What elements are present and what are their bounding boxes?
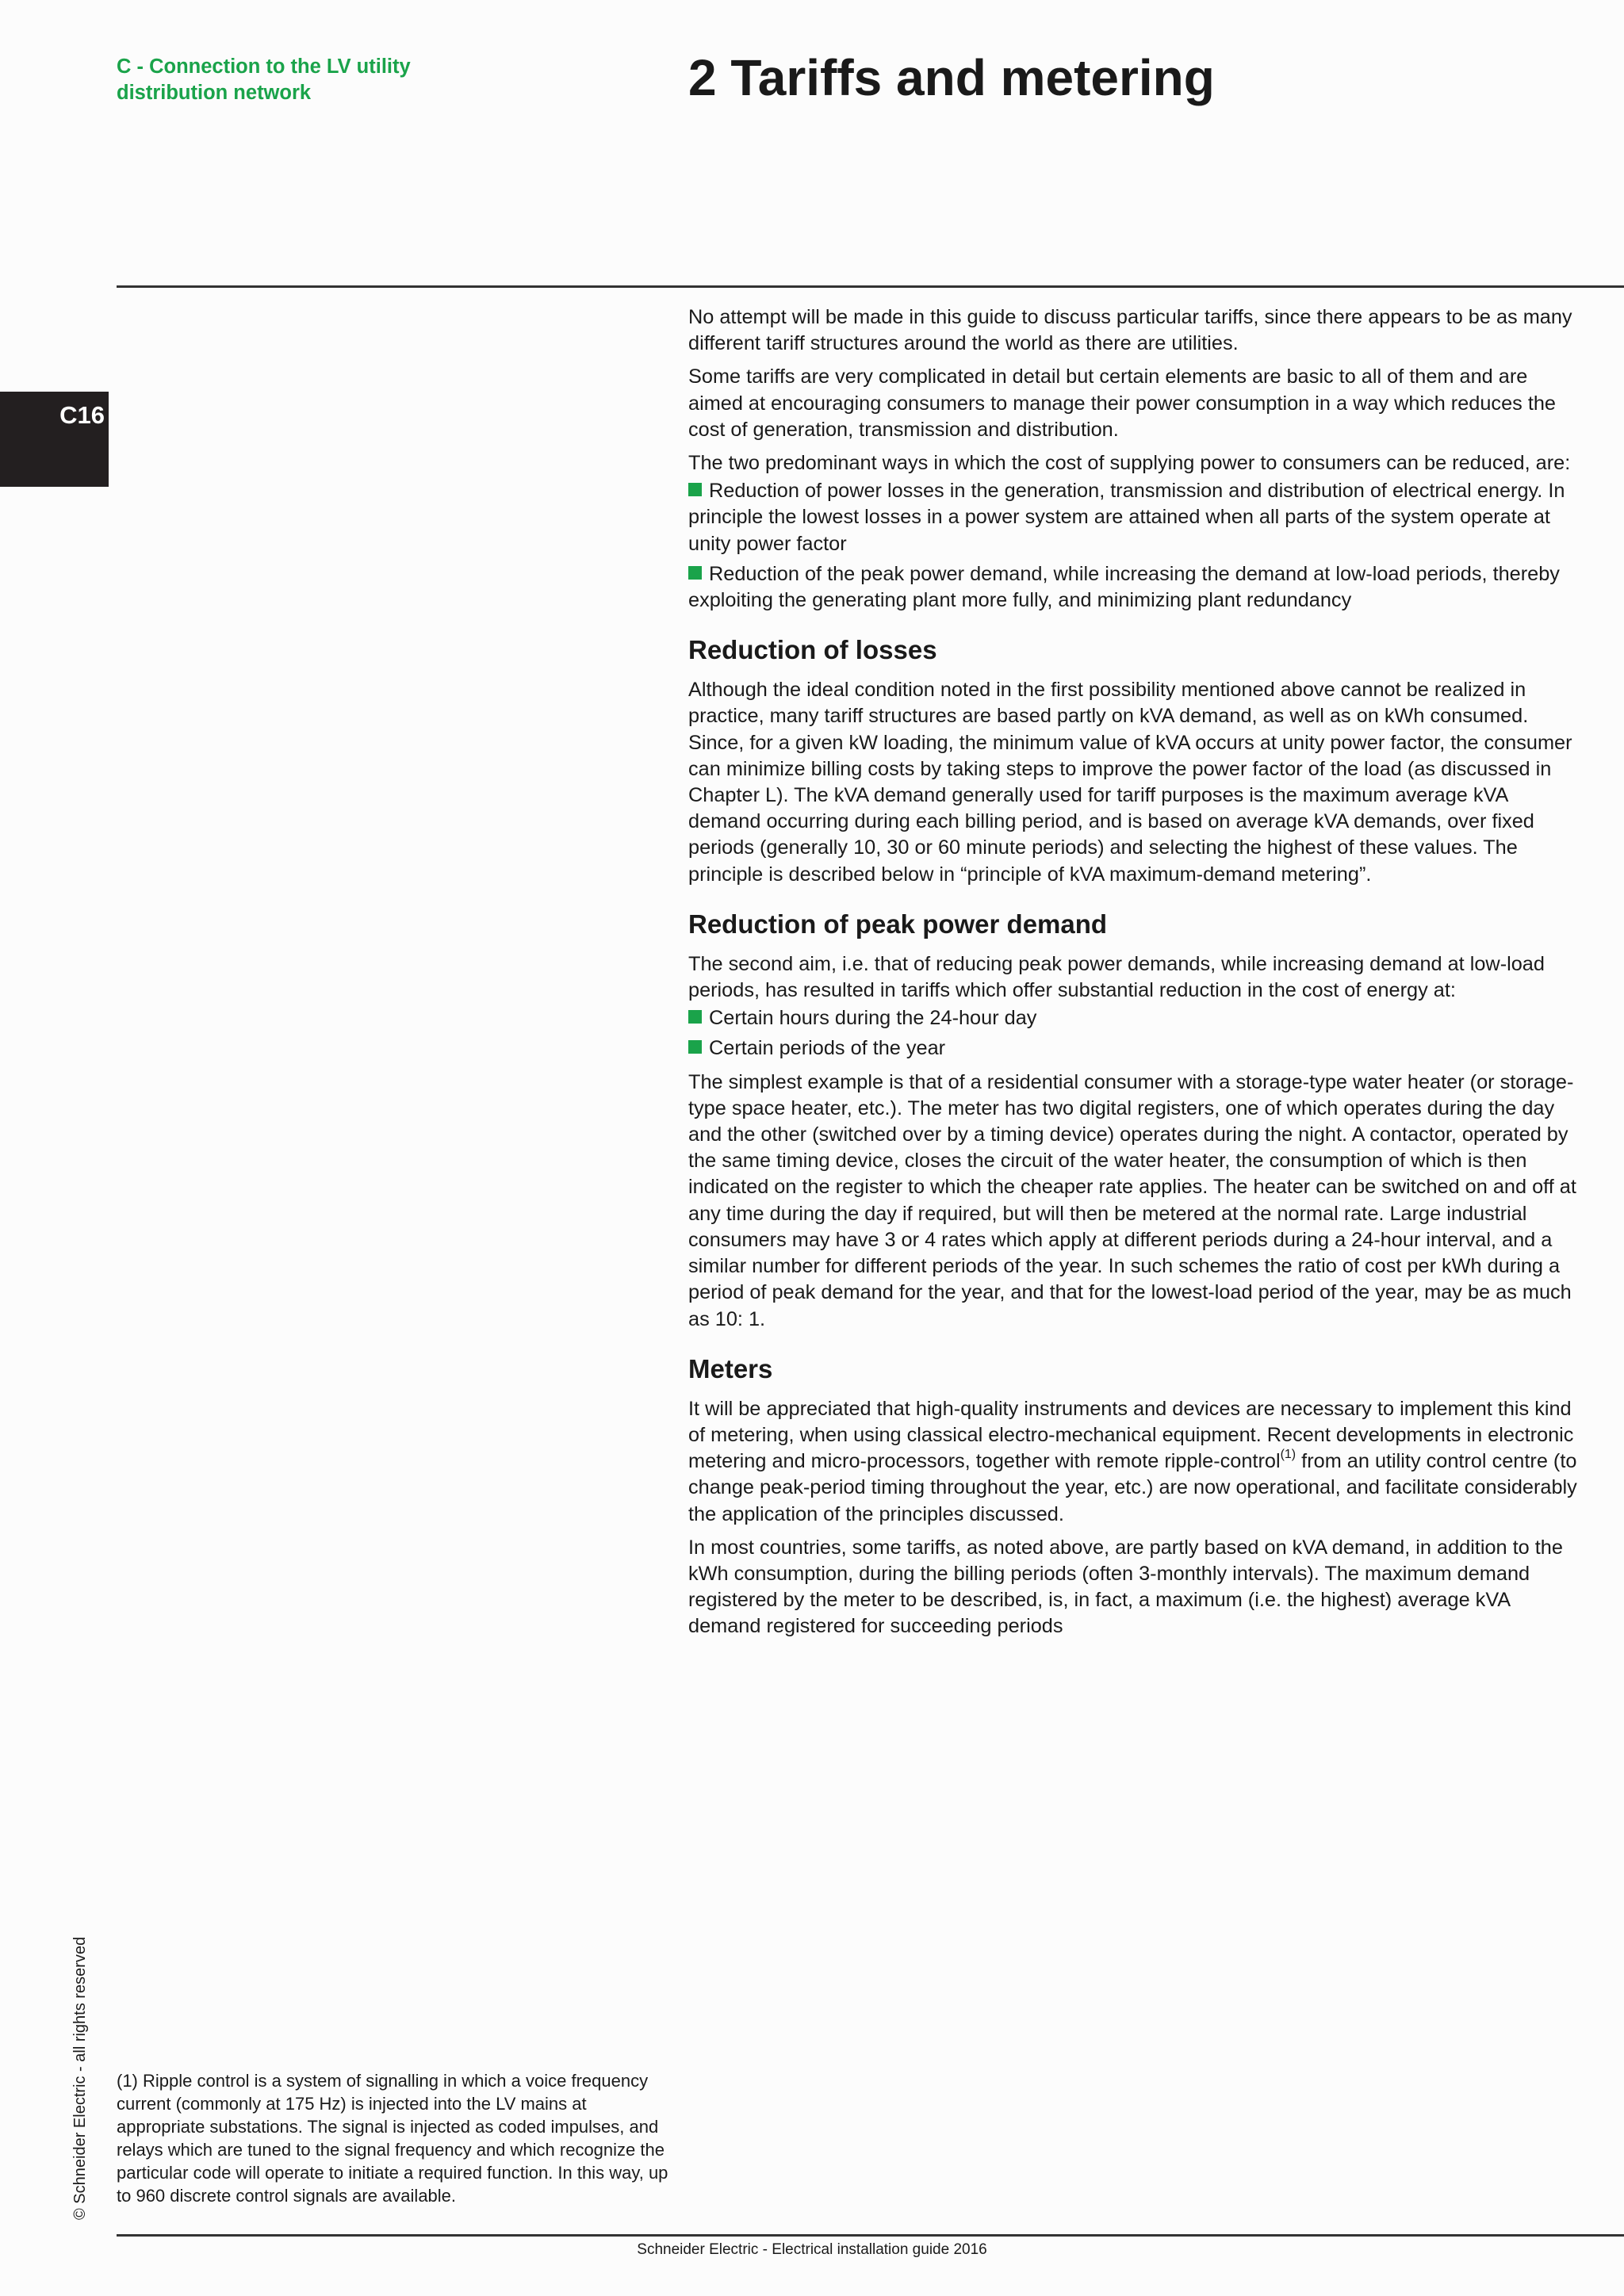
peak-paragraph-2: The simplest example is that of a residential consumer with a storage-type water heater (or storage-type space heater, etc.). The meter has two digital registers, one of which operates during the day and the other (switched over by a timing device) operates during the night. A contactor, operated by the same timing device, closes the circuit of the water heater, the consumption of which is then indicated on the register to which the cheaper rate applies. The heater can be switched on and off at any time during the day if required, but will then be metered at the normal rate. Large industrial consumers may have 3 or 4 rates which apply at different periods during a 24-hour interval, and a similar number for different periods of the year. In such schemes the ratio of cost per kWh during a period of peak demand for the year, and that for the lowest-load period of the year, may be as much as 10: 1. (688, 1070, 1576, 1330)
footer-text: Schneider Electric - Electrical installation guide 2016 (637, 2241, 987, 2258)
list-item: Certain periods of the year (688, 1035, 1584, 1062)
chapter-label-line2: distribution network (117, 82, 312, 104)
header-divider (117, 285, 1624, 288)
section-heading-meters: Meters (688, 1353, 773, 1383)
square-bullet-icon (688, 566, 702, 580)
section-heading-losses: Reduction of losses (688, 635, 937, 665)
chapter-label-line1: C - Connection to the LV utility (117, 55, 411, 78)
footnote-reference[interactable]: (1) (1280, 1448, 1297, 1462)
intro-paragraph-3: The two predominant ways in which the cost of supplying power to consumers can be reduced, are: (688, 452, 1571, 475)
square-bullet-icon (688, 1010, 702, 1024)
list-item: Reduction of the peak power demand, while increasing the demand at low-load periods, thereby exploiting the generating plant more fully, and minimizing plant redundancy (688, 562, 1560, 612)
losses-paragraph: Although the ideal condition noted in the first possibility mentioned above cannot be realized in practice, many tariff structures are based partly on kVA demand, as well as on kWh consumed. Since, for a given kW loading, the minimum value of kVA occurs at unity power factor, the consumer can minimize billing costs by taking steps to improve the power factor of the load (as discussed in Chapter L). The kVA demand generally used for tariff purposes is the maximum average kVA demand occurring during each billing period, and is based on average kVA demands, over fixed periods (generally 10, 30 or 60 minute periods) and selecting the highest of these values. The principle is described below in “principle of kVA maximum-demand metering”. (688, 679, 1572, 886)
peak-paragraph-1: The second aim, i.e. that of reducing peak power demands, while increasing demand at low-load periods, has resulted in tariffs which offer substantial reduction in the cost of energy at: (688, 952, 1545, 1002)
intro-paragraph-2: Some tariffs are very complicated in detail but certain elements are basic to all of them and are aimed at encouraging consumers to manage their power consumption in a way which reduces the cost of generation, transmission and distribution. (688, 365, 1556, 441)
meters-paragraph-1: It will be appreciated that high-quality instruments and devices are necessary to implement this kind of metering, when using classical electro-mechanical equipment. Recent developments in electronic metering and micro-processors, together with remote ripple-control$^{(1)}$ from an utility control centre (to change peak-period timing throughout the year, etc.) are now operational, and facilitate considerably the application of the principles discussed. (688, 1397, 1577, 1525)
section-heading-peak-demand: Reduction of peak power demand (688, 909, 1108, 939)
page-number: C16 (59, 401, 105, 429)
copyright-notice: © Schneider Electric - all rights reserved (71, 1936, 89, 2220)
list-item: Reduction of power losses in the generation, transmission and distribution of electrical energy. In principle the lowest losses in a power system are attained when all parts of the system operate at unity power factor (688, 480, 1565, 555)
main-content (688, 304, 1584, 1647)
page-number-tab (0, 392, 109, 487)
square-bullet-icon (688, 483, 702, 496)
peak-bullet-list (688, 1005, 1584, 1062)
square-bullet-icon (688, 1040, 702, 1054)
intro-paragraph-1: No attempt will be made in this guide to discuss particular tariffs, since there appears to be as many different tariff structures around the world as there are utilities. (688, 306, 1572, 355)
page-title: 2 Tariffs and metering (688, 49, 1215, 106)
footnote: (1) Ripple control is a system of signalling in which a voice frequency current (commonly at 175 Hz) is injected into the LV mains at appropriate substations. The signal is injected as coded impulses, and relays which are tuned to the signal frequency and which recognize the particular code will operate to initiate a required function. In this way, up to 960 discrete control signals are available. (117, 2071, 668, 2206)
meters-paragraph-2: In most countries, some tariffs, as noted above, are partly based on kVA demand, in addition to the kWh consumption, during the billing periods (often 3-monthly intervals). The maximum demand registered by the meter to be described, is, in fact, a maximum (i.e. the highest) average kVA demand registered for succeeding periods (688, 1536, 1563, 1638)
intro-bullet-list (688, 478, 1584, 614)
chapter-label (117, 54, 592, 106)
list-item: Certain hours during the 24-hour day (688, 1005, 1584, 1031)
footer-divider (117, 2234, 1624, 2237)
